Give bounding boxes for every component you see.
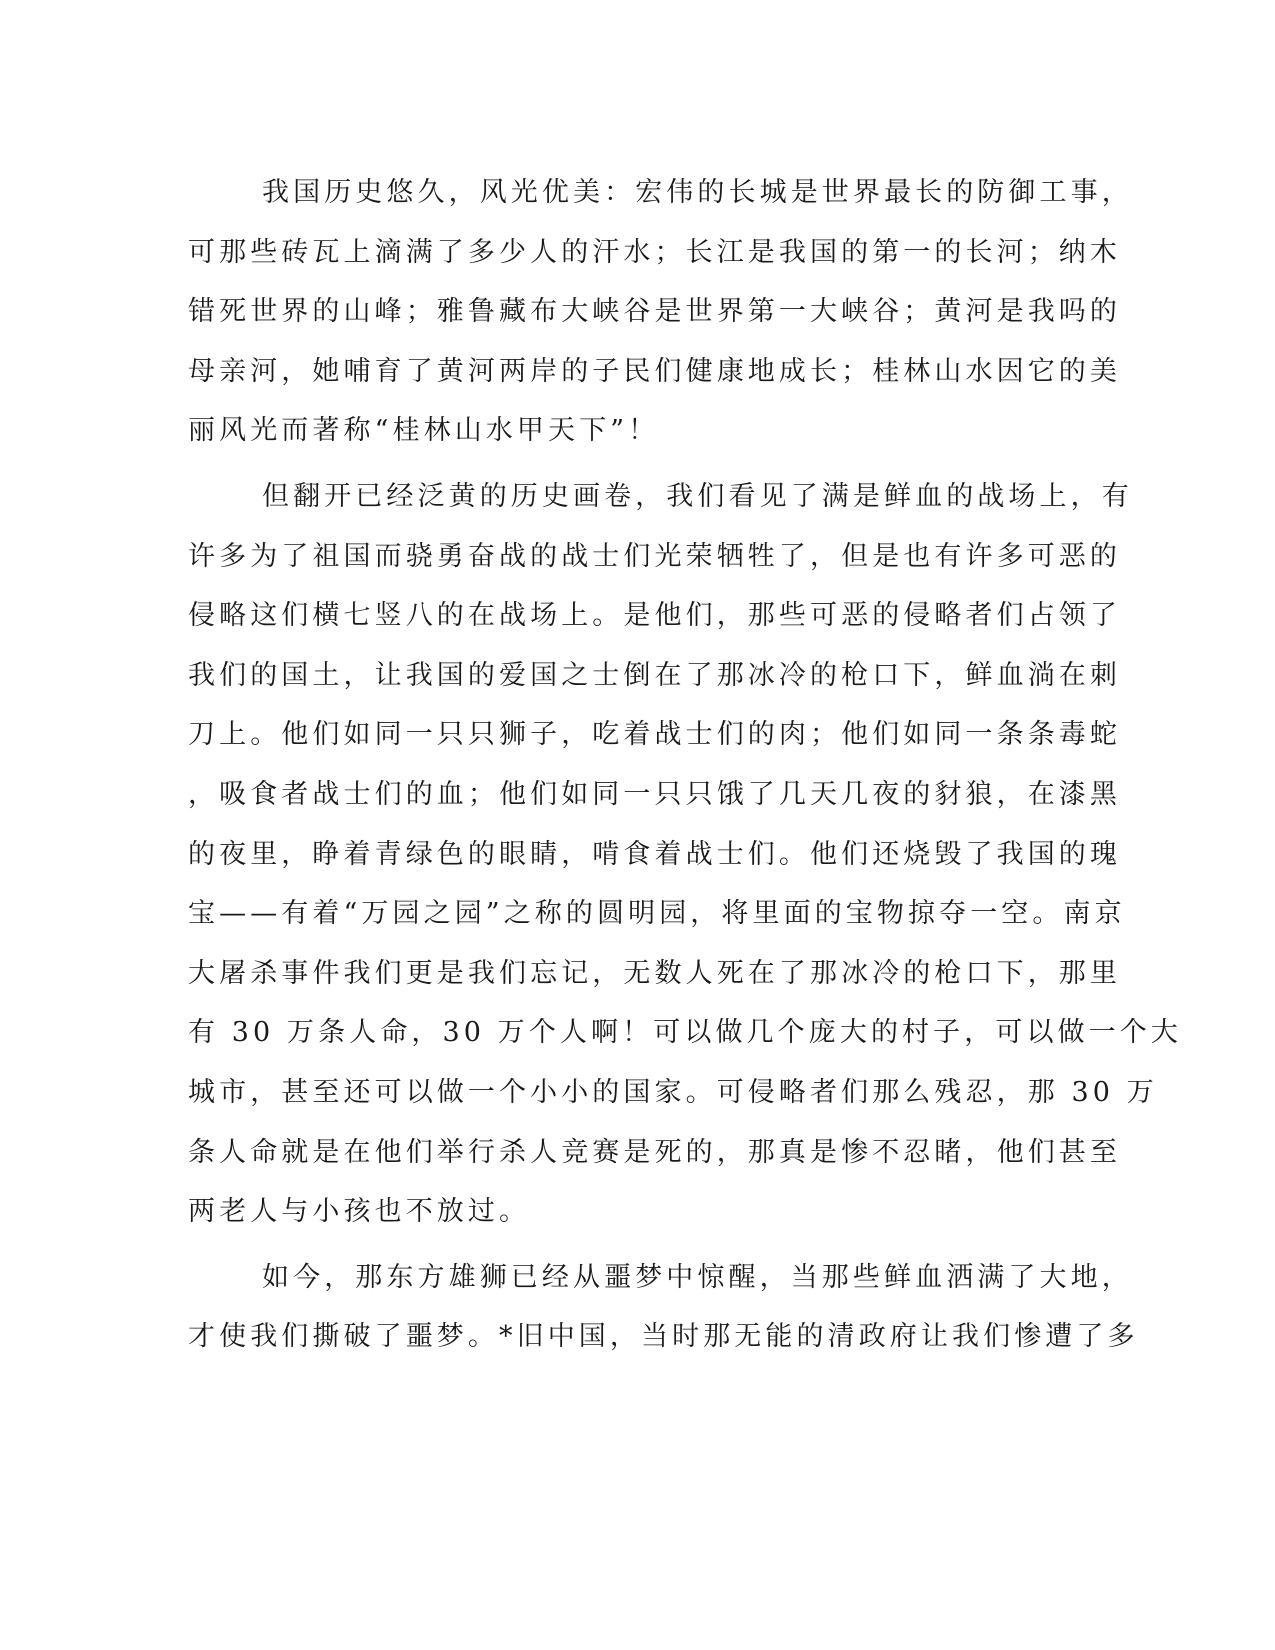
paragraph-line: 丽风光而著称“桂林山水甲天下”！: [188, 415, 660, 447]
paragraph-1: [188, 163, 1133, 461]
paragraph-line: 如今，那东方雄狮已经从噩梦中惊醒，当那些鲜血洒满了大地，: [262, 1261, 1133, 1293]
paragraph-3: [188, 1248, 1139, 1367]
paragraph-line: 有 30 万条人命，30 万个人啊！可以做几个庞大的村子，可以做一个大: [188, 1017, 1182, 1049]
paragraph-line: 我们的国土，让我国的爱国之士倒在了那冰冷的枪口下，鲜血淌在刺: [188, 659, 1121, 691]
paragraph-line: 刀上。他们如同一只只狮子，吃着战士们的肉；他们如同一条条毒蛇: [188, 719, 1121, 751]
paragraph-line: 宝——有着“万园之园”之称的圆明园，将里面的宝物掠夺一空。南京: [188, 898, 1126, 930]
paragraph-line: 的夜里，睁着青绿色的眼睛，啃食着战士们。他们还烧毁了我国的瑰: [188, 838, 1121, 870]
paragraph-2: [188, 467, 1182, 1242]
paragraph-line: 侵略这们横七竖八的在战场上。是他们，那些可恶的侵略者们占领了: [188, 600, 1121, 632]
paragraph-line: 才使我们撕破了噩梦。*旧中国，当时那无能的清政府让我们惨遭了多: [188, 1321, 1139, 1353]
paragraph-line: 条人命就是在他们举行杀人竞赛是死的，那真是惨不忍睹，他们甚至: [188, 1136, 1121, 1168]
paragraph-line: 大屠杀事件我们更是我们忘记，无数人死在了那冰冷的枪口下，那里: [188, 957, 1121, 989]
document-body: [188, 163, 1182, 1367]
paragraph-line: 城市，甚至还可以做一个小小的国家。可侵略者们那么残忍，那 30 万: [188, 1076, 1158, 1108]
paragraph-line: 我国历史悠久，风光优美：宏伟的长城是世界最长的防御工事，: [262, 177, 1133, 208]
paragraph-line: 错死世界的山峰；雅鲁藏布大峡谷是世界第一大峡谷；黄河是我吗的: [188, 296, 1121, 328]
paragraph-line: ，吸食者战士们的血；他们如同一只只饿了几天几夜的豺狼，在漆黑: [188, 778, 1121, 810]
paragraph-line: 两老人与小孩也不放过。: [188, 1196, 531, 1228]
paragraph-line: 许多为了祖国而骁勇奋战的战士们光荣牺牲了，但是也有许多可恶的: [188, 540, 1121, 572]
paragraph-line: 母亲河，她哺育了黄河两岸的子民们健康地成长；桂林山水因它的美: [188, 355, 1121, 387]
paragraph-line: 但翻开已经泛黄的历史画卷，我们看见了满是鲜血的战场上，有: [262, 480, 1133, 512]
paragraph-line: 可那些砖瓦上滴满了多少人的汗水；长江是我国的第一的长河；纳木: [188, 236, 1121, 268]
